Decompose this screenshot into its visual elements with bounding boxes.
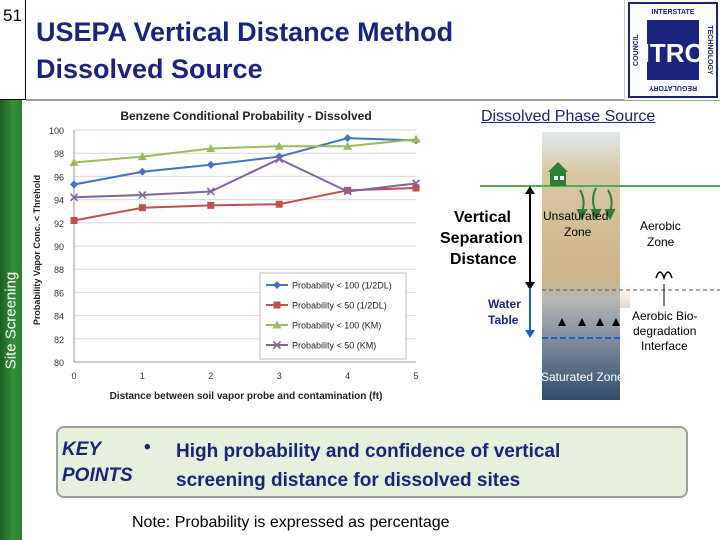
data-point	[344, 134, 352, 142]
interface-brace	[656, 272, 672, 278]
key-points-label	[62, 437, 133, 489]
water-table-arrow-head	[525, 330, 535, 338]
series-line	[74, 139, 416, 162]
y-tick-label: 84	[53, 311, 64, 322]
unsaturated-line-1: Unsaturated	[543, 209, 609, 223]
legend-label: Probability < 100 (1/2DL)	[292, 280, 392, 291]
title-line-2: Dissolved Source	[36, 54, 263, 84]
logo-top-text: INTERSTATE	[651, 9, 695, 16]
logo-center-text: ITRC	[642, 38, 704, 68]
aerobic-zone-label	[640, 219, 684, 249]
data-point	[138, 168, 146, 176]
y-tick-label: 96	[53, 172, 64, 183]
soil-column-edge	[620, 248, 630, 308]
title-line-1: USEPA Vertical Distance Method	[36, 17, 454, 47]
y-tick-label: 88	[53, 265, 64, 276]
chart-title: Benzene Conditional Probability - Dissolved	[120, 109, 372, 123]
data-point	[139, 204, 146, 211]
series-2	[71, 185, 420, 224]
slide-title	[36, 14, 596, 88]
series-4	[71, 156, 420, 201]
water-table-label	[488, 297, 524, 327]
legend-label: Probability < 50 (1/2DL)	[292, 300, 387, 311]
chart-legend	[260, 273, 406, 359]
x-tick-label: 0	[71, 371, 77, 381]
data-point	[71, 217, 78, 224]
water-table-line-2: Table	[488, 313, 519, 327]
y-tick-label: 100	[48, 126, 64, 136]
legend-label: Probability < 50 (KM)	[292, 340, 377, 351]
x-tick-label: 5	[413, 371, 419, 381]
aerobic-line-2: Zone	[647, 235, 675, 249]
slide-number: 51	[0, 0, 26, 100]
key-points-text: High probability and confidence of vertical screening distance for dissolved sites	[176, 441, 561, 491]
vertical-label-line-1: Vertical	[454, 209, 511, 226]
sidebar-label	[0, 100, 22, 540]
x-tick-label: 1	[139, 371, 145, 381]
probability-chart	[30, 103, 430, 408]
data-point	[207, 202, 214, 209]
x-tick-label: 4	[345, 371, 351, 381]
series-line	[74, 188, 416, 220]
interface-line-2: degradation	[633, 324, 697, 338]
key-label-line-2: POINTS	[62, 465, 133, 486]
saturated-zone-label: Saturated Zone	[541, 370, 624, 384]
itrc-logo-graphic	[625, 0, 720, 100]
arrow-head-up	[525, 186, 535, 194]
vertical-label-line-2: Separation	[440, 230, 523, 247]
header-divider	[26, 99, 720, 101]
series-1	[70, 134, 420, 188]
interface-line-1: Aerobic Bio-	[632, 309, 698, 323]
y-tick-label: 82	[53, 334, 64, 345]
interface-label	[632, 309, 701, 353]
key-label-line-1: KEY	[62, 439, 102, 460]
subsurface-diagram	[430, 128, 720, 418]
footnote: Note: Probability is expressed as percentage	[132, 514, 450, 531]
y-tick-label: 90	[53, 242, 64, 252]
series-line	[74, 159, 416, 197]
water-table-line-1: Water	[488, 297, 521, 311]
data-point	[276, 201, 283, 208]
interface-line-3: Interface	[641, 339, 688, 353]
x-tick-label: 3	[276, 371, 282, 381]
y-tick-label: 80	[53, 358, 64, 368]
data-point	[70, 181, 78, 189]
data-point	[207, 161, 215, 169]
y-tick-label: 98	[53, 149, 64, 160]
chart-y-axis-label: Probability Vapor Conc. < Threhold	[32, 174, 42, 326]
chart-x-axis-label: Distance between soil vapor probe and contamination (ft)	[109, 391, 383, 402]
chart-series-group	[70, 134, 421, 224]
x-tick-label: 2	[208, 371, 214, 381]
y-tick-label: 94	[53, 195, 64, 206]
vertical-label-line-3: Distance	[450, 251, 517, 268]
unsaturated-line-2: Zone	[564, 225, 592, 239]
itrc-logo	[624, 0, 720, 100]
vertical-separation-label	[440, 209, 527, 268]
dissolved-phase-source-link[interactable]: Dissolved Phase Source	[481, 108, 656, 125]
y-tick-label: 86	[53, 288, 64, 299]
logo-bottom-text: REGULATORY	[648, 84, 698, 91]
y-tick-label: 92	[53, 218, 64, 229]
legend-label: Probability < 100 (KM)	[292, 320, 382, 331]
sidebar-label-text: Site Screening	[2, 271, 20, 369]
logo-right-text: TECHNOLOGY	[706, 25, 713, 75]
data-point	[274, 302, 281, 309]
aerobic-line-1: Aerobic	[640, 219, 681, 233]
key-points-bullet: •	[144, 437, 151, 458]
logo-left-text: COUNCIL	[633, 34, 640, 66]
